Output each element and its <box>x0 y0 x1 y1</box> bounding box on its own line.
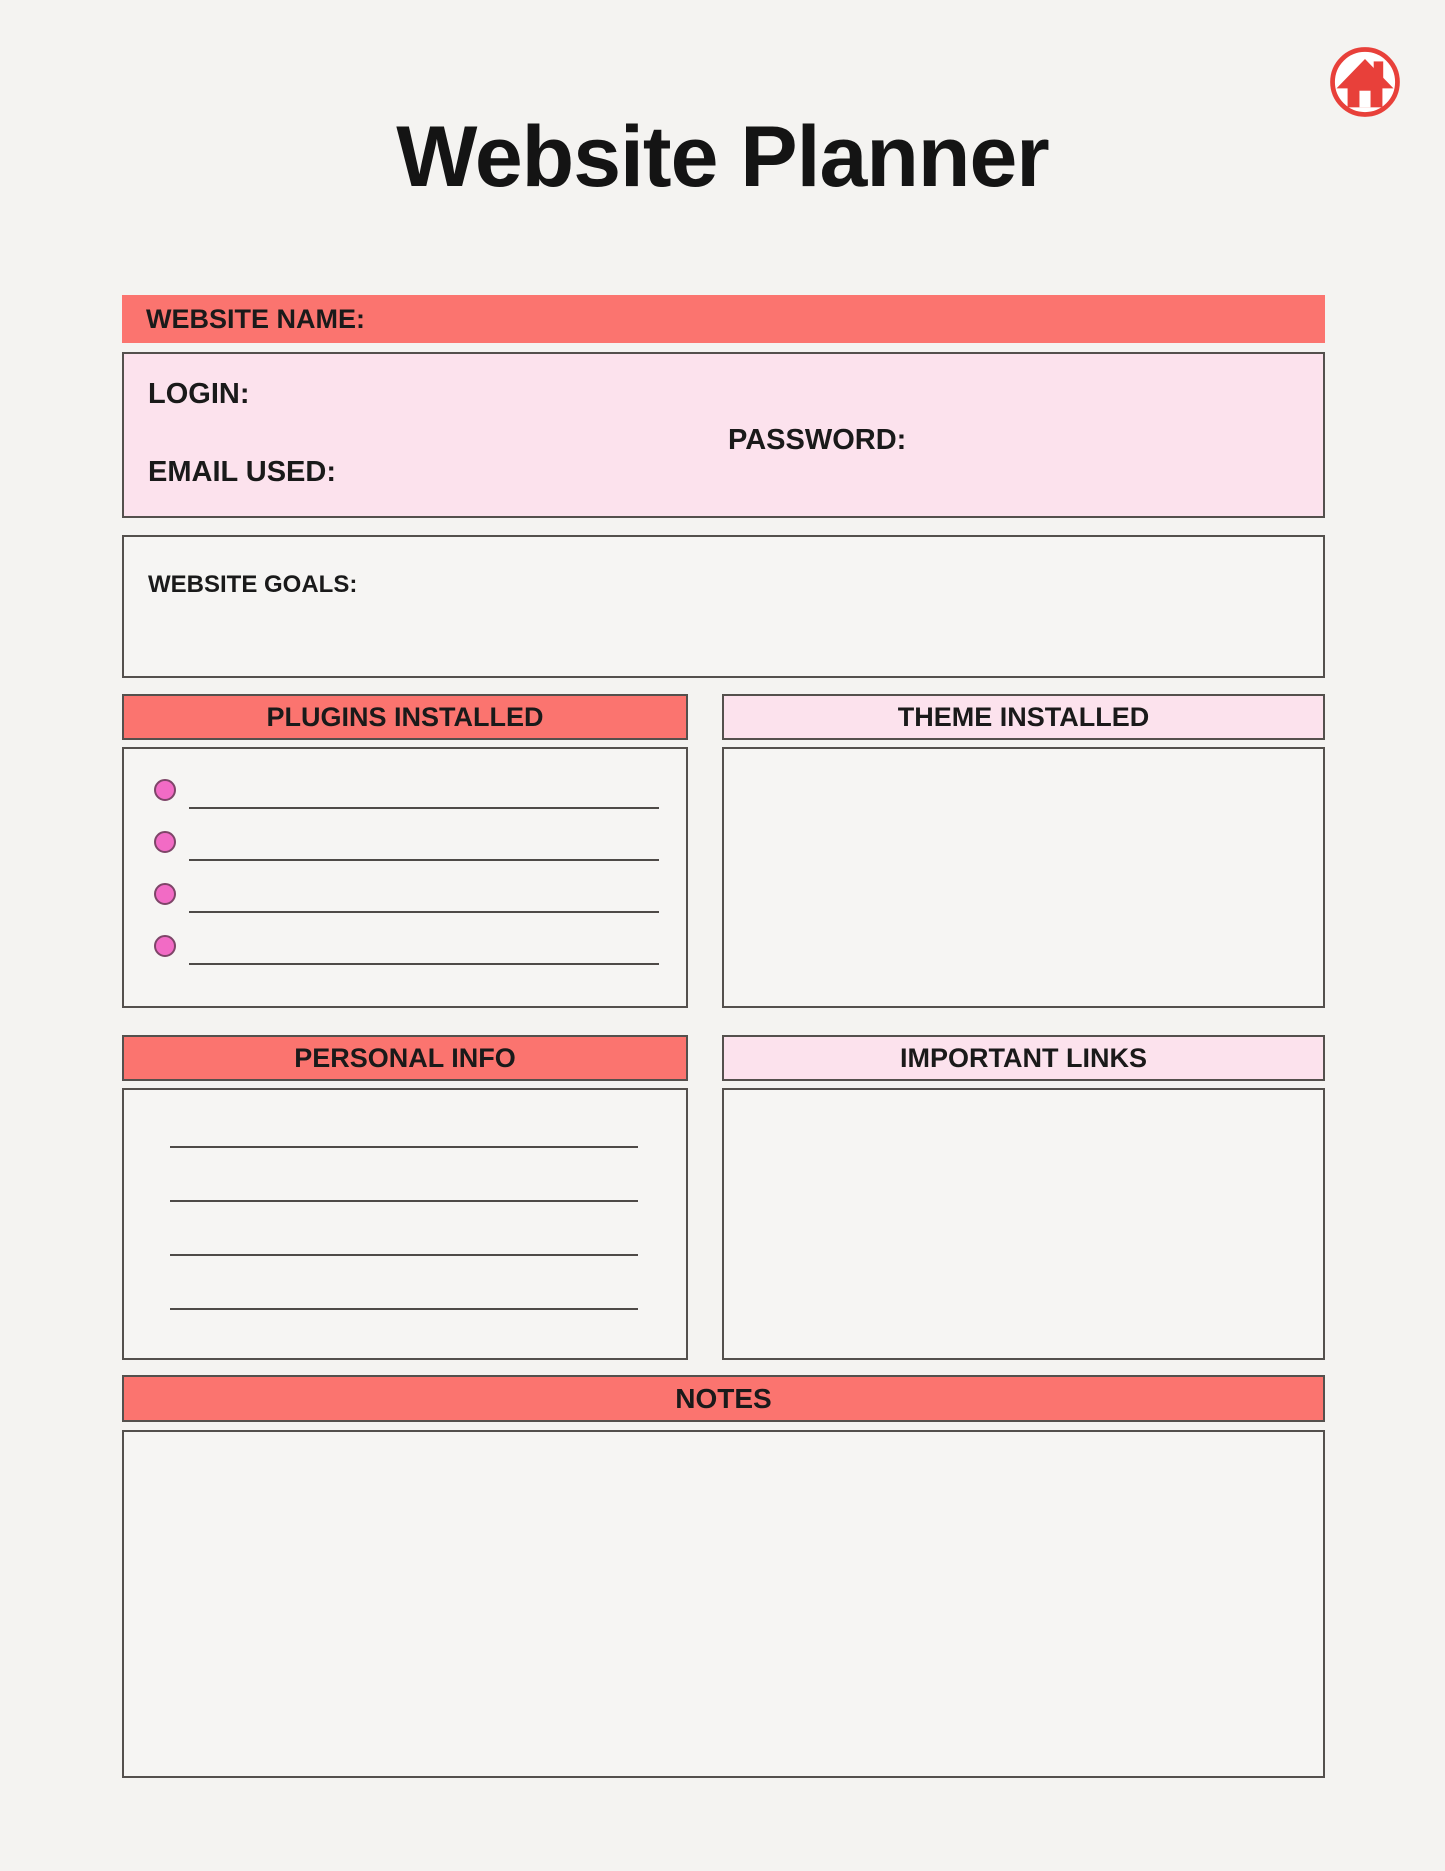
email-used-label: EMAIL USED: <box>148 456 336 488</box>
login-label: LOGIN: <box>148 378 250 410</box>
theme-installed-header <box>722 694 1325 740</box>
plugin-entry-row[interactable] <box>124 779 686 809</box>
website-name-label: WEBSITE NAME: <box>146 303 365 334</box>
bullet-dot-icon <box>154 779 176 801</box>
bullet-dot-icon <box>154 935 176 957</box>
write-in-line[interactable] <box>189 911 659 913</box>
plugins-installed-title: PLUGINS INSTALLED <box>266 701 544 732</box>
notes-header <box>122 1375 1325 1422</box>
website-name-field[interactable] <box>122 295 1325 343</box>
write-in-line[interactable] <box>170 1254 638 1256</box>
theme-installed-title: THEME INSTALLED <box>897 701 1150 732</box>
bullet-dot-icon <box>154 883 176 905</box>
notes-box[interactable] <box>122 1430 1325 1778</box>
write-in-line[interactable] <box>170 1200 638 1202</box>
important-links-header <box>722 1035 1325 1081</box>
bullet-dot-icon <box>154 831 176 853</box>
personal-info-box[interactable] <box>122 1088 688 1360</box>
personal-info-title: PERSONAL INFO <box>294 1042 516 1073</box>
page-title: Website Planner <box>396 109 1049 205</box>
plugins-installed-header <box>122 694 688 740</box>
write-in-line[interactable] <box>189 963 659 965</box>
plugin-entry-row[interactable] <box>124 831 686 861</box>
plugin-entry-row[interactable] <box>124 883 686 913</box>
important-links-title: IMPORTANT LINKS <box>900 1042 1147 1073</box>
website-goals-box[interactable] <box>122 535 1325 678</box>
plugins-installed-box[interactable] <box>122 747 688 1008</box>
important-links-box[interactable] <box>722 1088 1325 1360</box>
write-in-line[interactable] <box>189 807 659 809</box>
credentials-box[interactable] <box>122 352 1325 518</box>
write-in-line[interactable] <box>189 859 659 861</box>
write-in-line[interactable] <box>170 1308 638 1310</box>
password-label: PASSWORD: <box>728 424 907 456</box>
plugin-entry-row[interactable] <box>124 935 686 965</box>
notes-title: NOTES <box>675 1382 772 1414</box>
personal-info-header <box>122 1035 688 1081</box>
website-goals-label: WEBSITE GOALS: <box>148 571 358 598</box>
theme-installed-box[interactable] <box>722 747 1325 1008</box>
write-in-line[interactable] <box>170 1146 638 1148</box>
